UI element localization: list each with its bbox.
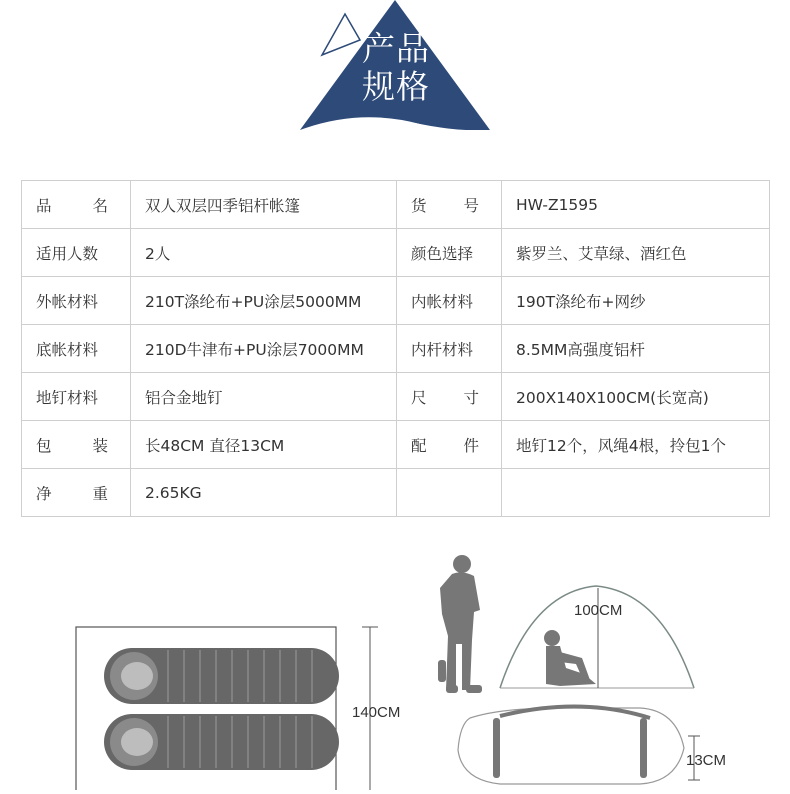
table-row <box>22 325 770 373</box>
table-row <box>22 373 770 421</box>
title-line-2: 规格 <box>362 67 430 106</box>
pack-diameter-label: 13CM <box>686 752 727 769</box>
spec-label-spread: 尺 寸 <box>411 388 479 407</box>
spec-label: 内帐材料 <box>397 277 502 325</box>
spec-value: 紫罗兰、艾草绿、酒红色 <box>502 229 770 277</box>
spec-value: 2人 <box>131 229 397 277</box>
spec-value: 地钉12个，风绳4根，拎包1个 <box>502 421 770 469</box>
spec-value: 200X140X100CM(长宽高) <box>502 373 770 421</box>
spec-value: 8.5MM高强度铝杆 <box>502 325 770 373</box>
spec-value: HW-Z1595 <box>502 181 770 229</box>
spec-label <box>22 469 131 517</box>
spec-label <box>397 421 502 469</box>
section-title <box>356 30 436 106</box>
spec-value: 双人双层四季铝杆帐篷 <box>131 181 397 229</box>
spec-label-spread: 配 件 <box>411 436 479 455</box>
table-row <box>22 181 770 229</box>
spec-label-spread: 品 名 <box>36 196 108 215</box>
sleeping-bag-icon <box>104 714 339 770</box>
spec-header <box>0 0 790 160</box>
spec-value: 长48CM 直径13CM <box>131 421 397 469</box>
sitting-person-icon <box>544 630 596 686</box>
table-row <box>22 229 770 277</box>
spec-label: 外帐材料 <box>22 277 131 325</box>
table-row <box>22 277 770 325</box>
spec-label: 颜色选择 <box>397 229 502 277</box>
table-row <box>22 469 770 517</box>
spec-value: 2.65KG <box>131 469 397 517</box>
spec-label <box>397 373 502 421</box>
spec-label <box>22 181 131 229</box>
spec-label: 底帐材料 <box>22 325 131 373</box>
width-dimension-label: 140CM <box>352 704 401 721</box>
spec-label: 适用人数 <box>22 229 131 277</box>
spec-label: 内杆材料 <box>397 325 502 373</box>
spec-label: 地钉材料 <box>22 373 131 421</box>
spec-value: 铝合金地钉 <box>131 373 397 421</box>
spec-label-spread: 净 重 <box>36 484 108 503</box>
spec-value: 210T涤纶布+PU涂层5000MM <box>131 277 397 325</box>
spec-table <box>21 180 770 517</box>
title-line-1: 产品 <box>362 29 430 68</box>
spec-value: 190T涤纶布+网纱 <box>502 277 770 325</box>
spec-value <box>502 469 770 517</box>
dimension-diagram <box>0 540 790 790</box>
spec-label <box>22 421 131 469</box>
spec-label-spread: 包 装 <box>36 436 108 455</box>
spec-label <box>397 469 502 517</box>
height-dimension-label: 100CM <box>574 602 623 619</box>
spec-value: 210D牛津布+PU涂层7000MM <box>131 325 397 373</box>
spec-label-spread: 货 号 <box>411 196 479 215</box>
sleeping-bag-icon <box>104 648 339 704</box>
table-row <box>22 421 770 469</box>
standing-person-icon <box>438 555 482 693</box>
spec-label <box>397 181 502 229</box>
tent-dimension-illustration <box>0 540 790 790</box>
